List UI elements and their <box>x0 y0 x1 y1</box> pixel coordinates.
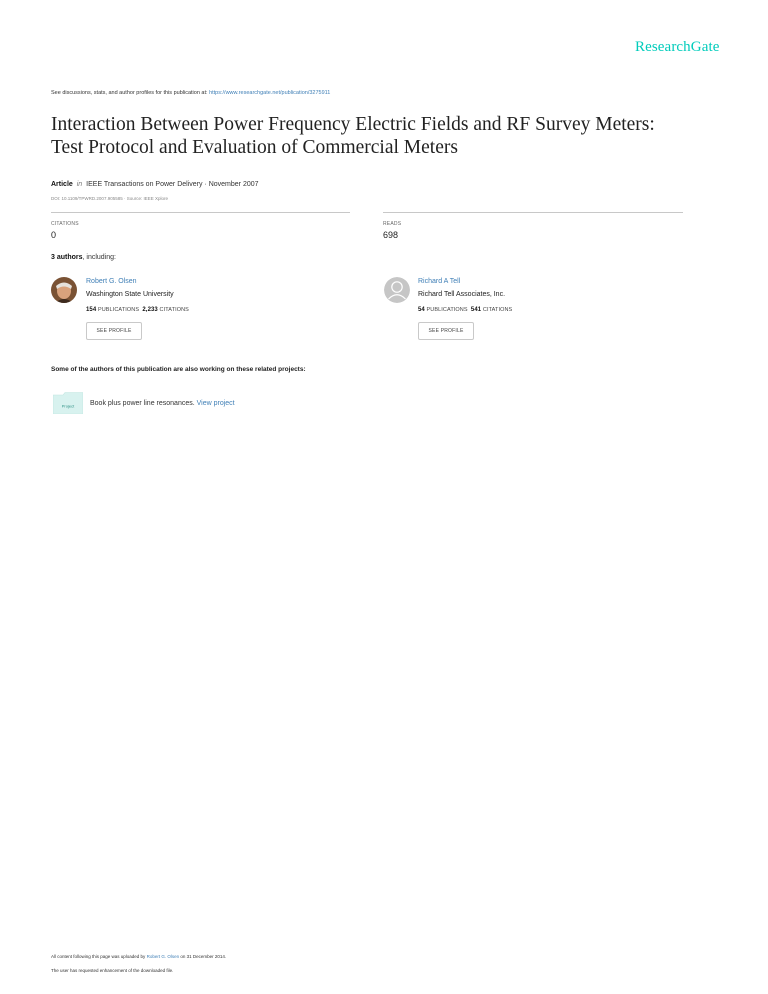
discussion-line <box>51 90 330 96</box>
discussion-prefix: See discussions, stats, and author profiles for this publication at: <box>51 90 208 96</box>
project-item <box>90 400 235 407</box>
author-stats <box>418 307 512 313</box>
author-publications-label: PUBLICATIONS <box>426 307 468 313</box>
view-project-link[interactable]: View project <box>196 400 235 407</box>
publication-meta <box>51 181 259 188</box>
authors-heading <box>51 254 116 261</box>
in-word: in <box>76 181 83 188</box>
citations-divider <box>51 212 350 213</box>
avatar[interactable] <box>51 277 77 303</box>
citations-value: 0 <box>51 230 57 240</box>
see-profile-button[interactable]: SEE PROFILE <box>86 322 142 340</box>
author-publications-label: PUBLICATIONS <box>97 307 140 313</box>
author-stats <box>86 307 189 313</box>
project-folder-icon[interactable] <box>53 392 83 414</box>
upload-suffix: on 31 December 2014. <box>180 954 227 959</box>
author-name-link[interactable] <box>418 278 460 285</box>
uploader-link[interactable]: Robert G. Olsen <box>146 954 180 959</box>
avatar[interactable] <box>384 277 410 303</box>
project-title: Book plus power line resonances. <box>90 400 195 407</box>
author-citations-label: CITATIONS <box>159 307 189 313</box>
title-line-1: Interaction Between Power Frequency Electric Fields and RF Survey Meters: <box>51 114 655 135</box>
reads-label: READS <box>383 221 402 227</box>
author-citations-count: 541 <box>470 307 482 313</box>
author-institution: Washington State University <box>86 291 174 298</box>
related-projects-heading: Some of the authors of this publication are also working on these related projects: <box>51 366 306 373</box>
title-line-2: Test Protocol and Evaluation of Commercial Meters <box>51 137 458 158</box>
upload-note <box>51 954 226 959</box>
reads-divider <box>383 212 683 213</box>
reads-value: 698 <box>383 230 399 240</box>
venue-date: IEEE Transactions on Power Delivery · November 2007 <box>86 181 259 188</box>
publication-title <box>51 113 731 159</box>
author-photo-icon <box>51 277 77 303</box>
upload-prefix: All content following this page was uploaded by <box>51 954 146 959</box>
author-name-link[interactable] <box>86 278 137 285</box>
authors-count: 3 authors <box>51 254 83 261</box>
request-note: The user has requested enhancement of the downloaded file. <box>51 968 174 973</box>
citations-label: CITATIONS <box>51 221 79 227</box>
author-publications-count: 154 <box>86 307 97 313</box>
author-citations-count: 2,233 <box>142 307 158 313</box>
researchgate-logo[interactable]: ResearchGate <box>635 39 720 55</box>
authors-suffix: , including: <box>82 254 116 261</box>
see-profile-button[interactable]: SEE PROFILE <box>418 322 474 340</box>
default-avatar-icon <box>384 277 410 303</box>
publication-url-link[interactable]: https://www.researchgate.net/publication/3275911 <box>209 90 331 96</box>
author-citations-label: CITATIONS <box>482 307 513 313</box>
doi-source: DOI: 10.1109/TPWRD.2007.905585 · Source: IEEE Xplore <box>51 196 168 201</box>
author-name[interactable]: Robert G. Olsen <box>86 278 137 285</box>
folder-icon <box>53 392 83 414</box>
project-badge-label: Project <box>61 403 75 409</box>
author-publications-count: 54 <box>418 307 425 313</box>
author-name[interactable]: Richard A Tell <box>418 278 461 285</box>
author-institution: Richard Tell Associates, Inc. <box>418 291 506 298</box>
publication-type: Article <box>51 181 73 188</box>
